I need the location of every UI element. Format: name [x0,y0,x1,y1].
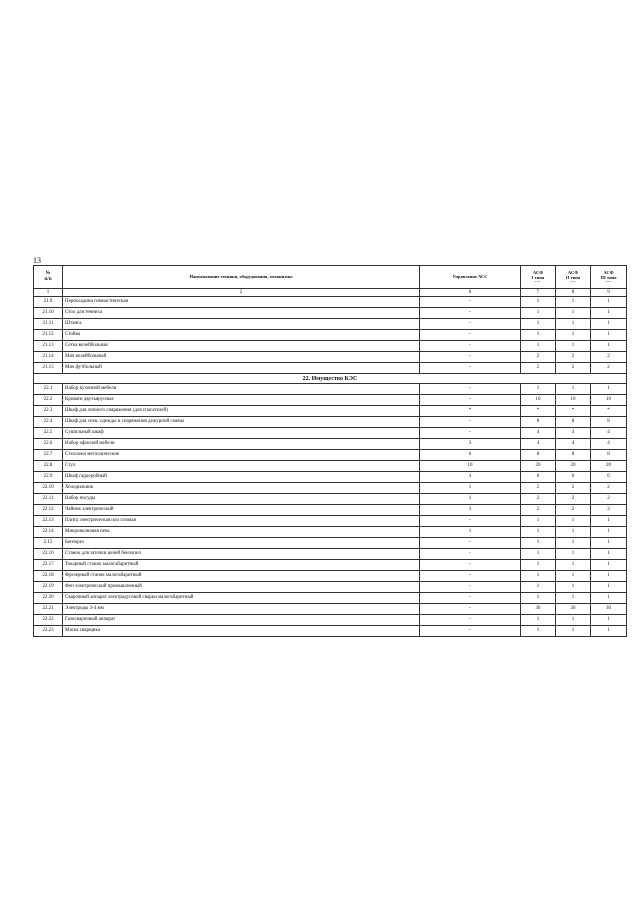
row-asf2: 2 [556,505,591,516]
table-row [34,341,627,352]
row-asf3: 1 [591,582,627,593]
row-asf3: 1 [591,330,627,341]
row-asf3: 2 [591,483,627,494]
table-row [34,516,627,527]
row-name: Токарный станок малогабаритный [63,560,420,571]
index-cell: 8 [556,289,591,297]
row-asf3: 1 [591,615,627,626]
row-asf2: 1 [556,527,591,538]
row-asf2: 1 [556,516,591,527]
row-asf3: 4 [591,428,627,439]
row-number: 22.21 [34,604,63,615]
row-name: Чайник электрический [63,505,420,516]
row-asf1: 1 [521,626,556,637]
table-row [34,461,627,472]
row-uacs: - [420,297,521,308]
row-number: 22.7 [34,450,63,461]
row-number: 21.13 [34,341,63,352]
row-name: Шкаф для личного снаряжения (для спасателей) [63,406,420,417]
row-number: 22.13 [34,516,63,527]
row-uacs: 1 [420,483,521,494]
row-asf3: 1 [591,297,627,308]
row-asf3: 1 [591,593,627,604]
table-row [34,615,627,626]
header-asf1-line1: АСФ [532,269,544,275]
row-asf2: 1 [556,384,591,395]
index-cell: 2 [63,289,420,297]
row-asf3: 1 [591,516,627,527]
row-asf1: 1 [521,341,556,352]
header-number-line2: п/п [44,277,52,282]
row-number: 22.5 [34,428,63,439]
row-asf1: 10 [521,395,556,406]
row-asf3: 1 [591,549,627,560]
row-number: 21.9 [34,297,63,308]
row-uacs: 1 [420,494,521,505]
table-row [34,319,627,330]
row-asf2: 2 [556,363,591,374]
row-asf2: * [556,406,591,417]
row-asf2: 1 [556,308,591,319]
row-uacs: 10 [420,461,521,472]
row-asf1: 1 [521,330,556,341]
row-asf1: 1 [521,615,556,626]
header-asf1-line2: I типа [531,274,545,280]
row-asf2: 20 [556,461,591,472]
row-number: 21.14 [34,352,63,363]
row-asf3: 2 [591,363,627,374]
row-asf1: 4 [521,428,556,439]
row-asf2: 2 [556,483,591,494]
row-uacs: - [420,604,521,615]
row-name: Набор посуды [63,494,420,505]
row-name: Станок для заточки цепей бензопил [63,549,420,560]
row-name: Перекладина гимнастическая [63,297,420,308]
row-name: Кровати двухъярусные [63,395,420,406]
row-uacs: - [420,308,521,319]
row-asf3: 1 [591,308,627,319]
table-row [34,439,627,450]
row-uacs: - [420,549,521,560]
row-asf2: 2 [556,494,591,505]
row-uacs: - [420,582,521,593]
row-name: Фен электрический промышленный [63,582,420,593]
row-asf3: 1 [591,560,627,571]
row-asf1: 2 [521,352,556,363]
row-asf2: 30 [556,604,591,615]
row-name: Сушильный шкаф [63,428,420,439]
row-asf2: 1 [556,341,591,352]
row-name: Сварочный аппарат электродуговой сварки малогабаритный [63,593,420,604]
table-row [34,582,627,593]
row-asf1: 2 [521,483,556,494]
row-name: Плита электрическая или газовая [63,516,420,527]
row-uacs: * [420,406,521,417]
header-uacs: Управление АСС [420,266,521,289]
table-row [34,571,627,582]
table-row [34,352,627,363]
table-row [34,494,627,505]
row-asf1: 1 [521,549,556,560]
row-name: Стойка [63,330,420,341]
header-asf2-line1: АСФ [567,269,579,275]
table-row [34,593,627,604]
index-cell: 9 [591,289,627,297]
index-cell: 7 [521,289,556,297]
header-number [34,266,63,289]
row-asf1: 2 [521,494,556,505]
row-name: Стул [63,461,420,472]
row-number: 2.15 [34,538,63,549]
index-cell: 1 [34,289,63,297]
row-number: 21.10 [34,308,63,319]
row-asf2: 1 [556,571,591,582]
row-uacs: - [420,626,521,637]
row-asf1: 1 [521,297,556,308]
row-asf1: 4 [521,439,556,450]
row-uacs: - [420,395,521,406]
table-row [34,604,627,615]
section-title: 22. Имущество КЭС [34,374,627,384]
row-asf2: 1 [556,538,591,549]
header-asf3-stars: *** [605,279,612,284]
row-name: Мяч футбольный [63,363,420,374]
row-asf2: 1 [556,297,591,308]
row-asf3: 1 [591,571,627,582]
row-uacs: 3 [420,439,521,450]
row-name: Электроды 3-4 мм [63,604,420,615]
row-number: 22.19 [34,582,63,593]
row-asf1: 1 [521,319,556,330]
row-asf3: 2 [591,505,627,516]
column-index-row [34,289,627,297]
row-asf2: 1 [556,319,591,330]
row-uacs: - [420,363,521,374]
row-uacs: - [420,571,521,582]
header-name: Наименование техники, оборудования, механизмы [63,266,420,289]
table-row [34,483,627,494]
header-asf3-line2: III типа [600,274,617,280]
row-uacs: - [420,560,521,571]
row-asf3: 1 [591,626,627,637]
row-asf2: 1 [556,615,591,626]
row-asf1: 1 [521,593,556,604]
table-row [34,527,627,538]
row-asf2: 10 [556,395,591,406]
row-name: Шкаф для спец. одежды и снаряжения дежурной смены [63,417,420,428]
table-row [34,363,627,374]
row-name: Шкаф гардеробный [63,472,420,483]
table-row [34,549,627,560]
row-uacs: - [420,593,521,604]
row-number: 22.20 [34,593,63,604]
row-number: 22.11 [34,494,63,505]
row-asf1: 1 [521,538,556,549]
row-name: Набор кухонной мебели [63,384,420,395]
row-number: 22.12 [34,505,63,516]
row-number: 22.18 [34,571,63,582]
section-row [34,374,627,384]
row-name: Мяч волейбольный [63,352,420,363]
header-asf1-stars: *** [535,279,541,284]
row-asf3: 20 [591,461,627,472]
row-asf1: 30 [521,604,556,615]
row-name: Сетка волейбольная [63,341,420,352]
row-name: Газосварочный аппарат [63,615,420,626]
header-asf1 [521,266,556,289]
table-row [34,395,627,406]
table-row [34,428,627,439]
row-name: Набор офисной мебели [63,439,420,450]
table-row [34,330,627,341]
row-number: 22.2 [34,395,63,406]
row-asf2: 4 [556,439,591,450]
row-uacs: - [420,538,521,549]
row-name: Фрезерный станок малогабаритный [63,571,420,582]
row-asf1: 1 [521,560,556,571]
table-row [34,472,627,483]
row-asf1: 1 [521,527,556,538]
row-uacs: - [420,384,521,395]
table-row [34,560,627,571]
table-row [34,384,627,395]
row-asf2: 1 [556,330,591,341]
row-number: 22.9 [34,472,63,483]
row-asf1: 8 [521,450,556,461]
row-uacs: 6 [420,450,521,461]
row-asf2: 1 [556,582,591,593]
row-number: 22.8 [34,461,63,472]
row-name: Маска сварщика [63,626,420,637]
row-asf1: 1 [521,516,556,527]
row-asf2: 8 [556,417,591,428]
row-asf1: 8 [521,417,556,428]
page-number: 13 [33,256,41,265]
row-uacs: - [420,417,521,428]
row-asf2: 1 [556,549,591,560]
row-asf1: * [521,406,556,417]
row-number: 22.23 [34,626,63,637]
table-row [34,308,627,319]
row-name: Стеллажи металлические [63,450,420,461]
row-asf3: 1 [591,341,627,352]
row-asf2: 4 [556,428,591,439]
row-asf3: 8 [591,450,627,461]
row-asf2: 8 [556,450,591,461]
row-uacs: 4 [420,472,521,483]
row-asf2: 6 [556,472,591,483]
row-uacs: - [420,341,521,352]
table-row [34,538,627,549]
table-row [34,417,627,428]
header-asf2-line2: II типа [565,274,581,280]
header-asf2 [556,266,591,289]
row-asf3: 6 [591,472,627,483]
index-cell: 6 [420,289,521,297]
row-asf3: 2 [591,352,627,363]
row-asf1: 20 [521,461,556,472]
row-asf1: 2 [521,505,556,516]
row-asf3: 1 [591,538,627,549]
row-name: Штанга [63,319,420,330]
table-row [34,450,627,461]
row-asf1: 1 [521,571,556,582]
row-number: 21.15 [34,363,63,374]
row-number: 22.1 [34,384,63,395]
row-number: 22.17 [34,560,63,571]
row-name: Микроволновая печь [63,527,420,538]
header-asf2-stars: *** [570,279,576,284]
row-uacs: - [420,516,521,527]
row-name: Бензорез [63,538,420,549]
row-name: Холодильник [63,483,420,494]
row-uacs: - [420,428,521,439]
row-asf1: 1 [521,384,556,395]
row-asf1: 1 [521,308,556,319]
row-asf2: 1 [556,560,591,571]
row-asf3: 4 [591,439,627,450]
row-number: 22.10 [34,483,63,494]
row-asf3: 10 [591,395,627,406]
row-asf1: 2 [521,363,556,374]
row-number: 22.4 [34,417,63,428]
row-asf1: 6 [521,472,556,483]
row-number: 22.16 [34,549,63,560]
row-name: Стол для тенниса [63,308,420,319]
row-number: 22.3 [34,406,63,417]
row-asf3: 30 [591,604,627,615]
row-number: 21.12 [34,330,63,341]
row-uacs: - [420,330,521,341]
table-row [34,626,627,637]
row-asf3: 1 [591,384,627,395]
row-uacs: 3 [420,505,521,516]
row-number: 22.22 [34,615,63,626]
row-number: 21.11 [34,319,63,330]
table-row [34,406,627,417]
row-uacs: - [420,615,521,626]
row-asf3: * [591,406,627,417]
table-header-row [34,266,627,289]
row-number: 22.14 [34,527,63,538]
header-number-line1: № [45,271,51,276]
row-uacs: - [420,319,521,330]
row-uacs: 1 [420,527,521,538]
row-asf3: 2 [591,494,627,505]
row-asf3: 8 [591,417,627,428]
row-asf2: 1 [556,593,591,604]
row-asf3: 1 [591,319,627,330]
row-number: 22.6 [34,439,63,450]
row-asf3: 1 [591,527,627,538]
equipment-table [33,265,627,637]
row-asf1: 1 [521,582,556,593]
row-uacs: - [420,352,521,363]
header-asf3-line1: АСФ [603,269,614,275]
header-asf3 [591,266,627,289]
row-asf2: 2 [556,352,591,363]
table-row [34,505,627,516]
row-asf2: 1 [556,626,591,637]
table-row [34,297,627,308]
